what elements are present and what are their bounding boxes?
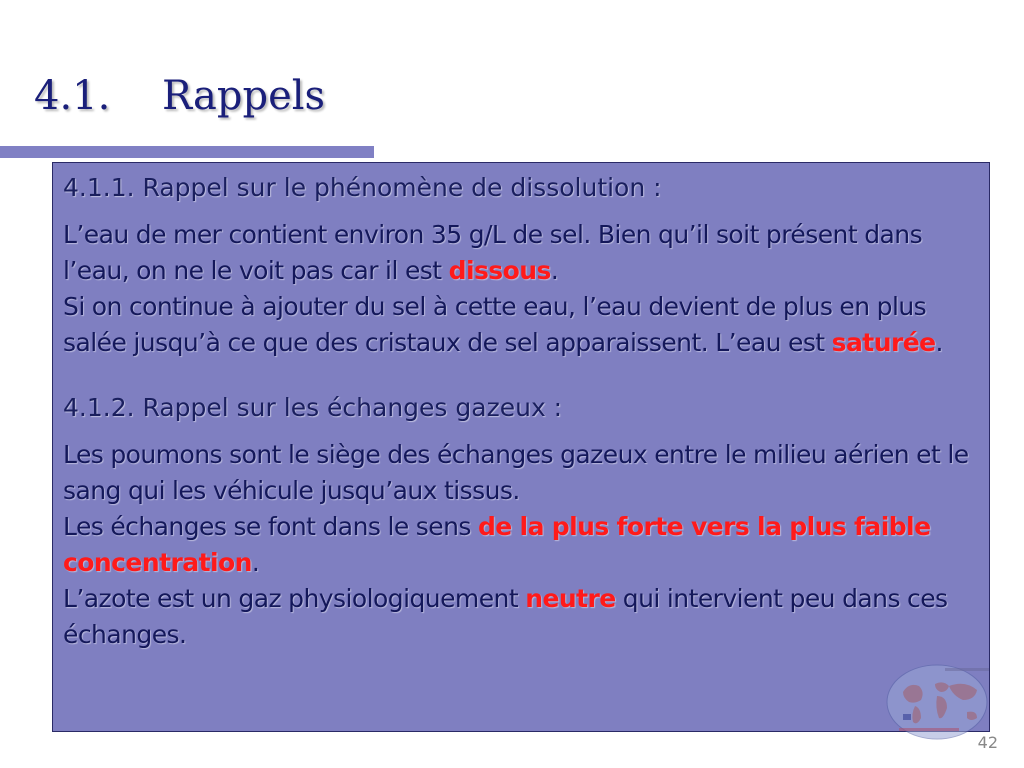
direction-text-2: .	[251, 548, 260, 577]
keyword-neutre: neutre	[525, 584, 616, 613]
direction-text-1: Les échanges se font dans le sens	[63, 512, 478, 541]
saturation-text-1: Si on continue à ajouter du sel à cette eau, l’eau devient de plus en plus salée jusqu’à ce que des cristaux de sel apparaissent. L’eau est	[63, 292, 927, 357]
lungs-text: Les poumons sont le siège des échanges gazeux entre le milieu aérien et le sang qui les véhicule jusqu’aux tissus.	[63, 440, 969, 505]
saturation-text-2: .	[935, 328, 943, 357]
section-heading-gas-exchange: 4.1.2. Rappel sur les échanges gazeux :	[63, 393, 563, 422]
content-box	[52, 162, 990, 732]
title-number: 4.1.	[34, 73, 111, 119]
section-heading-dissolution: 4.1.1. Rappel sur le phénomène de dissolution :	[63, 173, 662, 202]
dissolution-text-2: .	[550, 256, 559, 285]
nitrogen-text-2: qui intervient peu dans ces échanges.	[63, 584, 948, 649]
nitrogen-text-1: L’azote est un gaz physiologiquement	[63, 584, 526, 613]
slide-title	[34, 72, 325, 120]
gas-exchange-paragraph	[63, 437, 979, 653]
section-spacer	[63, 361, 979, 391]
dissolution-text-1: L’eau de mer contient environ 35 g/L de sel. Bien qu’il soit présent dans l’eau, on ne le voit pas car il est	[63, 220, 923, 285]
keyword-saturee: saturée	[831, 328, 936, 357]
page-number: 42	[977, 733, 998, 752]
world-map-logo-icon	[885, 662, 995, 742]
dissolution-paragraph	[63, 217, 979, 361]
title-text: Rappels	[162, 73, 326, 119]
keyword-dissous: dissous	[448, 256, 551, 285]
keyword-concentration: de la plus forte vers la plus faible concentration	[63, 512, 931, 577]
title-underline-bar	[0, 146, 374, 158]
